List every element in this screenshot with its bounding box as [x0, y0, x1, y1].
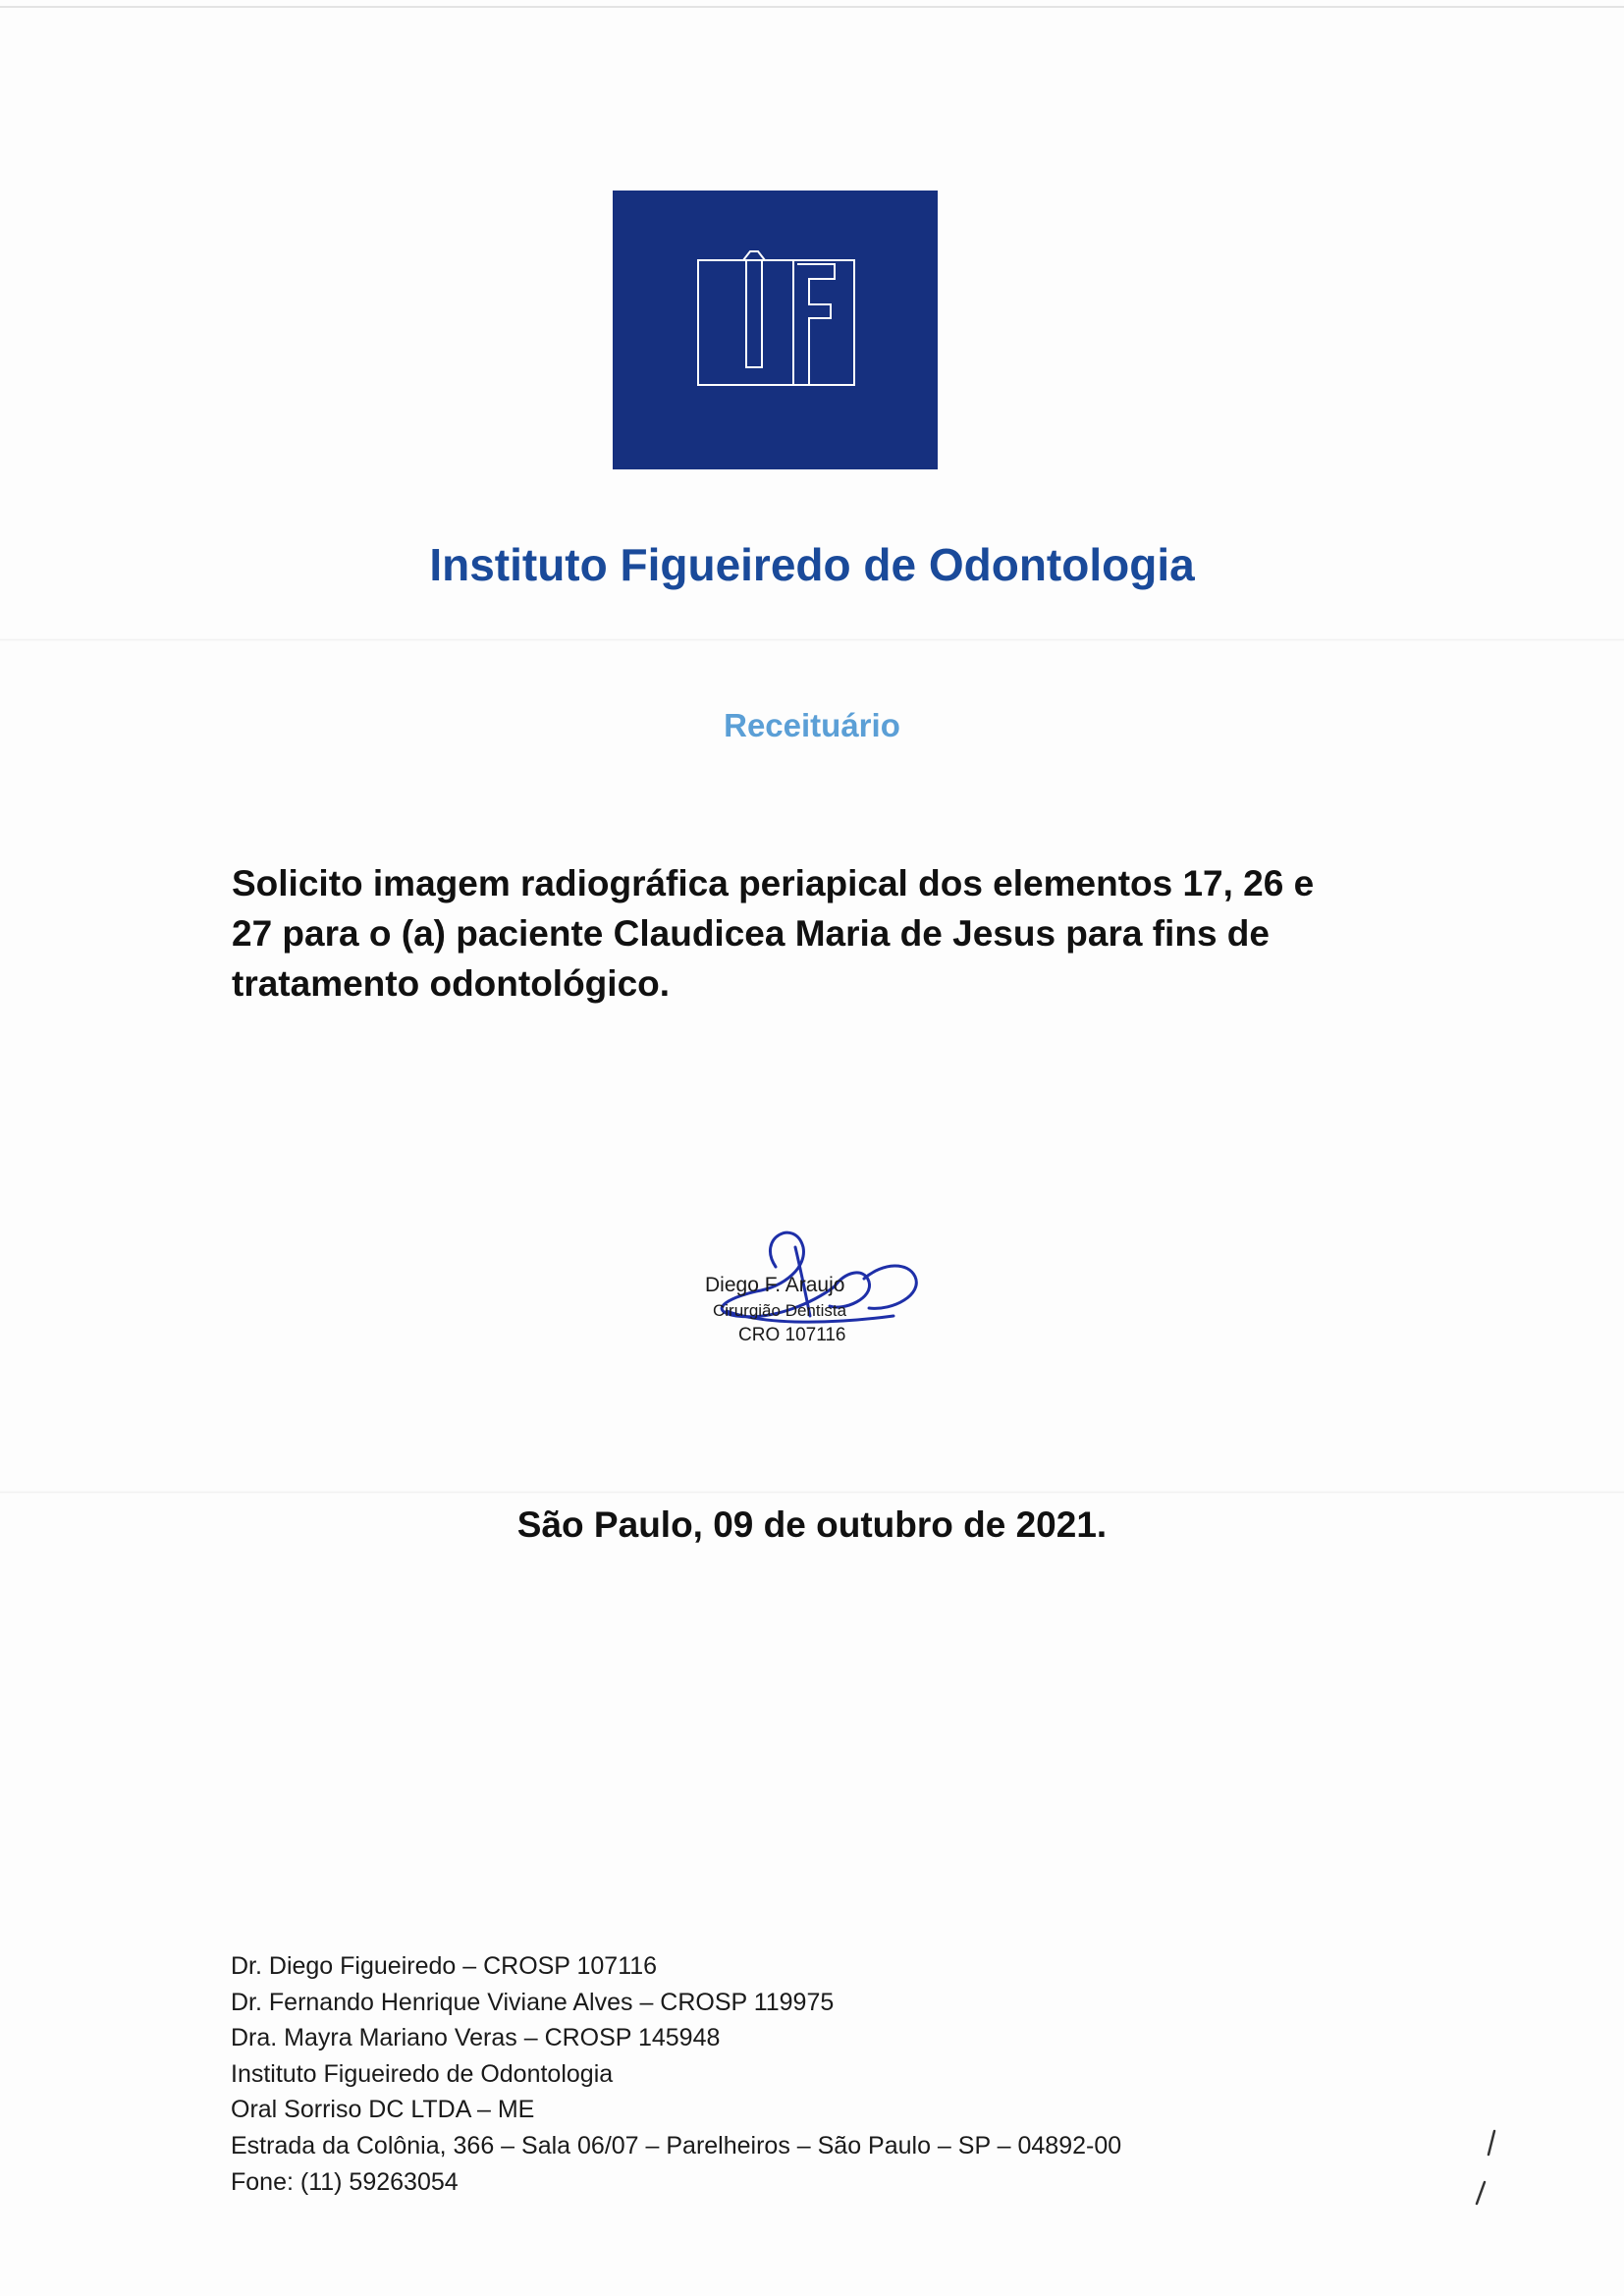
footer-contact-block — [231, 1948, 1409, 2200]
footer-line: Dr. Diego Figueiredo – CROSP 107116 — [231, 1952, 658, 1980]
footer-line: Dr. Fernando Henrique Viviane Alves – CROSP 119975 — [231, 1988, 835, 2016]
footer-line: Fone: (11) 59263054 — [231, 2167, 459, 2196]
place-and-date: São Paulo, 09 de outubro de 2021. — [516, 1504, 1108, 1545]
stamp-cro-number: CRO 107116 — [738, 1325, 846, 1345]
body-line: 27 para o (a) paciente Claudicea Maria de Jesus para fins de — [232, 913, 1270, 954]
footer-line: Estrada da Colônia, 366 – Sala 06/07 – Parelheiros – São Paulo – SP – 04892-00 — [231, 2131, 1122, 2159]
institute-logo — [613, 191, 938, 469]
footer-line: Oral Sorriso DC LTDA – ME — [231, 2096, 535, 2124]
stamp-dentist-role: Cirurgião Dentista — [713, 1301, 847, 1320]
document-type-label: Receituário — [724, 707, 900, 743]
institute-name: Instituto Figueiredo de Odontologia — [429, 539, 1195, 590]
body-line: Solicito imagem radiográfica periapical dos elementos 17, 26 e — [232, 863, 1315, 903]
prescription-body — [232, 858, 1410, 1009]
if-monogram-logo-icon — [613, 191, 938, 469]
paper-top-edge — [0, 6, 1624, 8]
pen-marks — [1453, 2121, 1512, 2210]
paper-fold-line — [0, 1491, 1624, 1494]
paper-fold-line — [0, 638, 1624, 641]
footer-line: Dra. Mayra Mariano Veras – CROSP 145948 — [231, 2024, 721, 2052]
body-line: tratamento odontológico. — [232, 963, 671, 1004]
stamp-dentist-name: Diego F. Araujo — [705, 1274, 845, 1296]
footer-line: Instituto Figueiredo de Odontologia — [231, 2059, 614, 2088]
